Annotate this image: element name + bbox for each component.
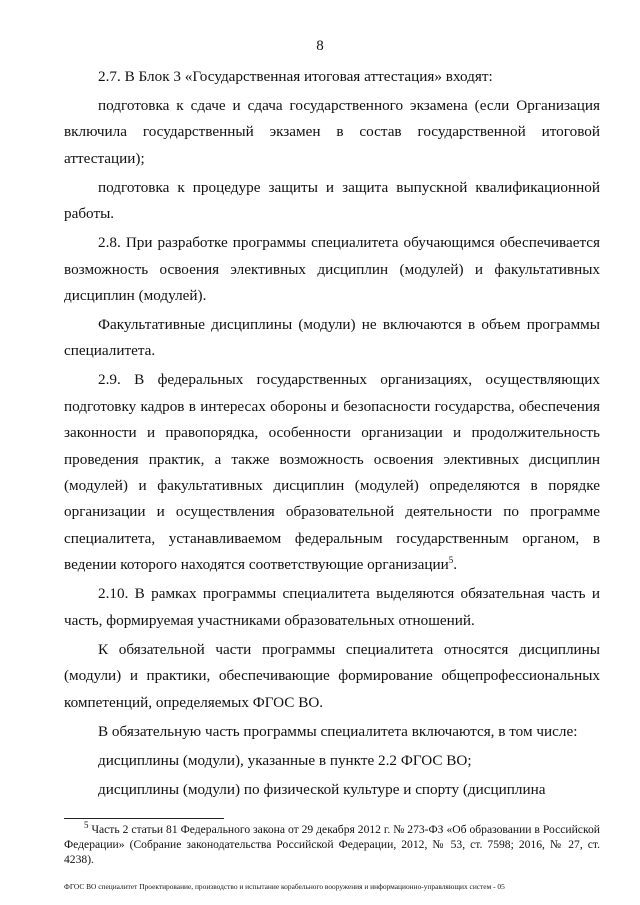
footnote-text: Часть 2 статьи 81 Федерального закона от 29 декабря 2012 г. № 273-ФЗ «Об образовании в Российской Федерации» (Собрание законодательства Российской Федерации, 2012, № 53, ст. 7598; 2016, № 27, ст. 4238). bbox=[64, 823, 600, 866]
paragraph-mandatory-part: К обязательной части программы специалитета относятся дисциплины (модули) и практики, обеспечивающие формирование общепрофессиональных компетенций, определяемых ФГОС ВО. bbox=[64, 640, 600, 711]
body-text bbox=[64, 64, 600, 806]
footnote-marker: 5 bbox=[84, 820, 89, 831]
paragraph-optional-disciplines: Факультативные дисциплины (модули) не включаются в объем программы специалитета. bbox=[64, 316, 600, 360]
paragraph-2-9-text: 2.9. В федеральных государственных организациях, осуществляющих подготовку кадров в интересах обороны и безопасности государства, обеспечения законности и правопорядка, особенности организации и продолжительность проведения практик, а также возможность освоения элективных дисциплин (модулей) и факультативных дисциплин (модулей) определяются в порядке организации и осуществления образовательной деятельности по программе специалитета, устанавливаемом федеральным государственным органом, в ведении которого находятся соответствующие организации bbox=[64, 371, 600, 574]
paragraph-thesis-defense: подготовка к процедуре защиты и защита выпускной квалификационной работы. bbox=[64, 178, 600, 223]
paragraph-2-10: 2.10. В рамках программы специалитета выделяются обязательная часть и часть, формируемая участниками образовательных отношений. bbox=[64, 585, 600, 629]
paragraph-physical-culture: дисциплины (модули) по физической культуре и спорту (дисциплина bbox=[98, 780, 546, 798]
page-number: 8 bbox=[316, 38, 324, 54]
footnote-reference: 5 bbox=[448, 555, 454, 566]
paragraph-2-9-end: . bbox=[453, 556, 458, 574]
paragraph-2-7: 2.7. В Блок 3 «Государственная итоговая аттестация» входят: bbox=[98, 68, 493, 85]
paragraph-mandatory-includes: В обязательную часть программы специалитета включаются, в том числе: bbox=[98, 722, 578, 740]
footnote bbox=[64, 822, 600, 867]
paragraph-state-exam: подготовка к сдаче и сдача государственного экзамена (если Организация включила государственный экзамен в состав государственной итоговой аттестации); bbox=[64, 97, 600, 167]
footnote-divider bbox=[64, 818, 224, 819]
paragraph-disciplines-2-2: дисциплины (модули), указанные в пункте 2.2 ФГОС ВО; bbox=[98, 751, 472, 769]
page-footer: ФГОС ВО специалитет Проектирование, производство и испытание корабельного вооружения и информационно-управляющих систем - 05 bbox=[64, 882, 505, 891]
paragraph-2-9 bbox=[64, 367, 600, 578]
paragraph-2-8: 2.8. При разработке программы специалитета обучающимся обеспечивается возможность освоения элективных дисциплин (модулей) и факультативных дисциплин (модулей). bbox=[64, 234, 600, 305]
